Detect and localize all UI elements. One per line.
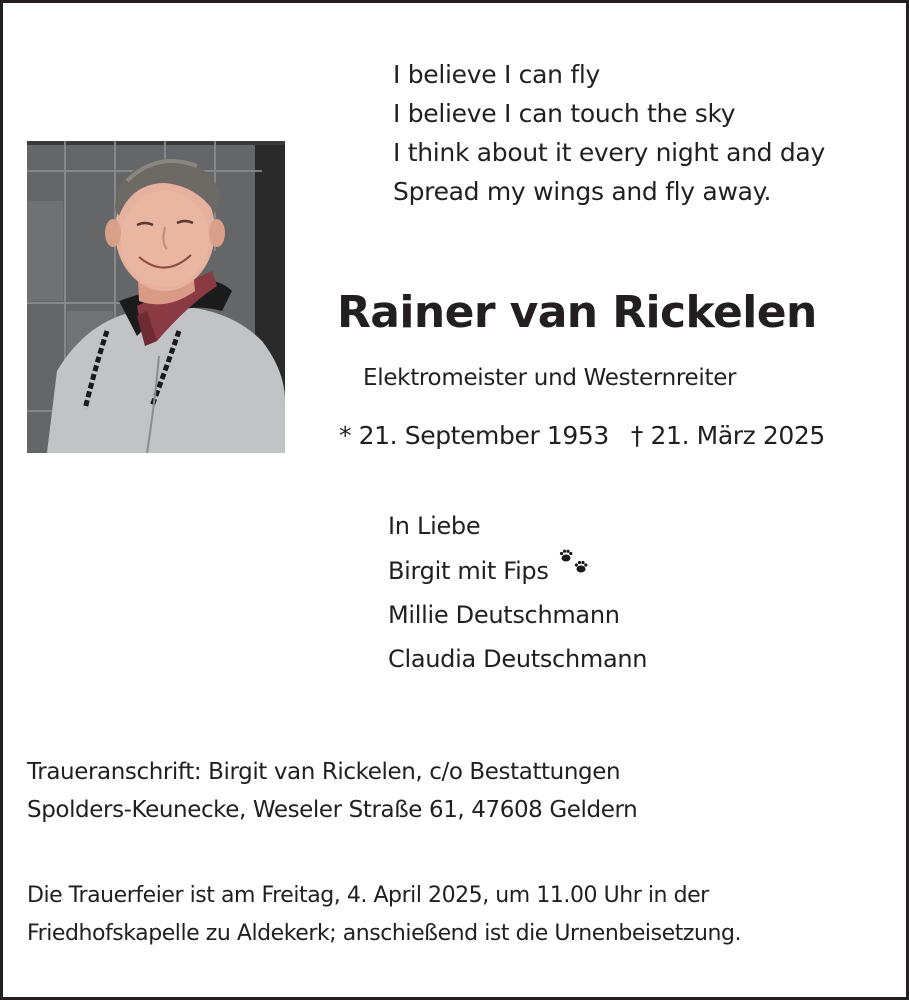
poem — [393, 55, 825, 211]
life-dates — [339, 421, 825, 450]
deceased-profession: Elektromeister und Westernreiter — [363, 365, 737, 391]
address-line: Spolders-Keunecke, Weseler Straße 61, 47608 Geldern — [27, 797, 638, 823]
address-line: Traueranschrift: Birgit van Rickelen, c/o Bestattungen — [27, 759, 621, 785]
ceremony-info — [27, 877, 741, 953]
mourners — [388, 509, 647, 681]
poem-line: I believe I can touch the sky — [393, 99, 736, 128]
mourning-address — [27, 753, 637, 829]
mourner-name: Claudia Deutschmann — [388, 645, 648, 673]
deceased-name: Rainer van Rickelen — [337, 287, 817, 338]
poem-line: Spread my wings and fly away. — [393, 177, 772, 206]
poem-line: I believe I can fly — [393, 60, 600, 89]
mourners-intro: In Liebe — [388, 512, 481, 540]
mourner-name: Birgit mit Fips — [388, 549, 647, 593]
poem-line: I think about it every night and day — [393, 138, 825, 167]
death-date: † 21. März 2025 — [630, 421, 825, 450]
ceremony-line: Friedhofskapelle zu Aldekerk; anschießend ist die Urnenbeisetzung. — [27, 921, 742, 946]
birth-date: * 21. September 1953 — [339, 421, 609, 450]
paw-prints-icon — [556, 549, 592, 579]
mourner-name: Millie Deutschmann — [388, 601, 620, 629]
portrait-photo — [27, 141, 285, 453]
ceremony-line: Die Trauerfeier ist am Freitag, 4. April 2025, um 11.00 Uhr in der — [27, 883, 709, 908]
